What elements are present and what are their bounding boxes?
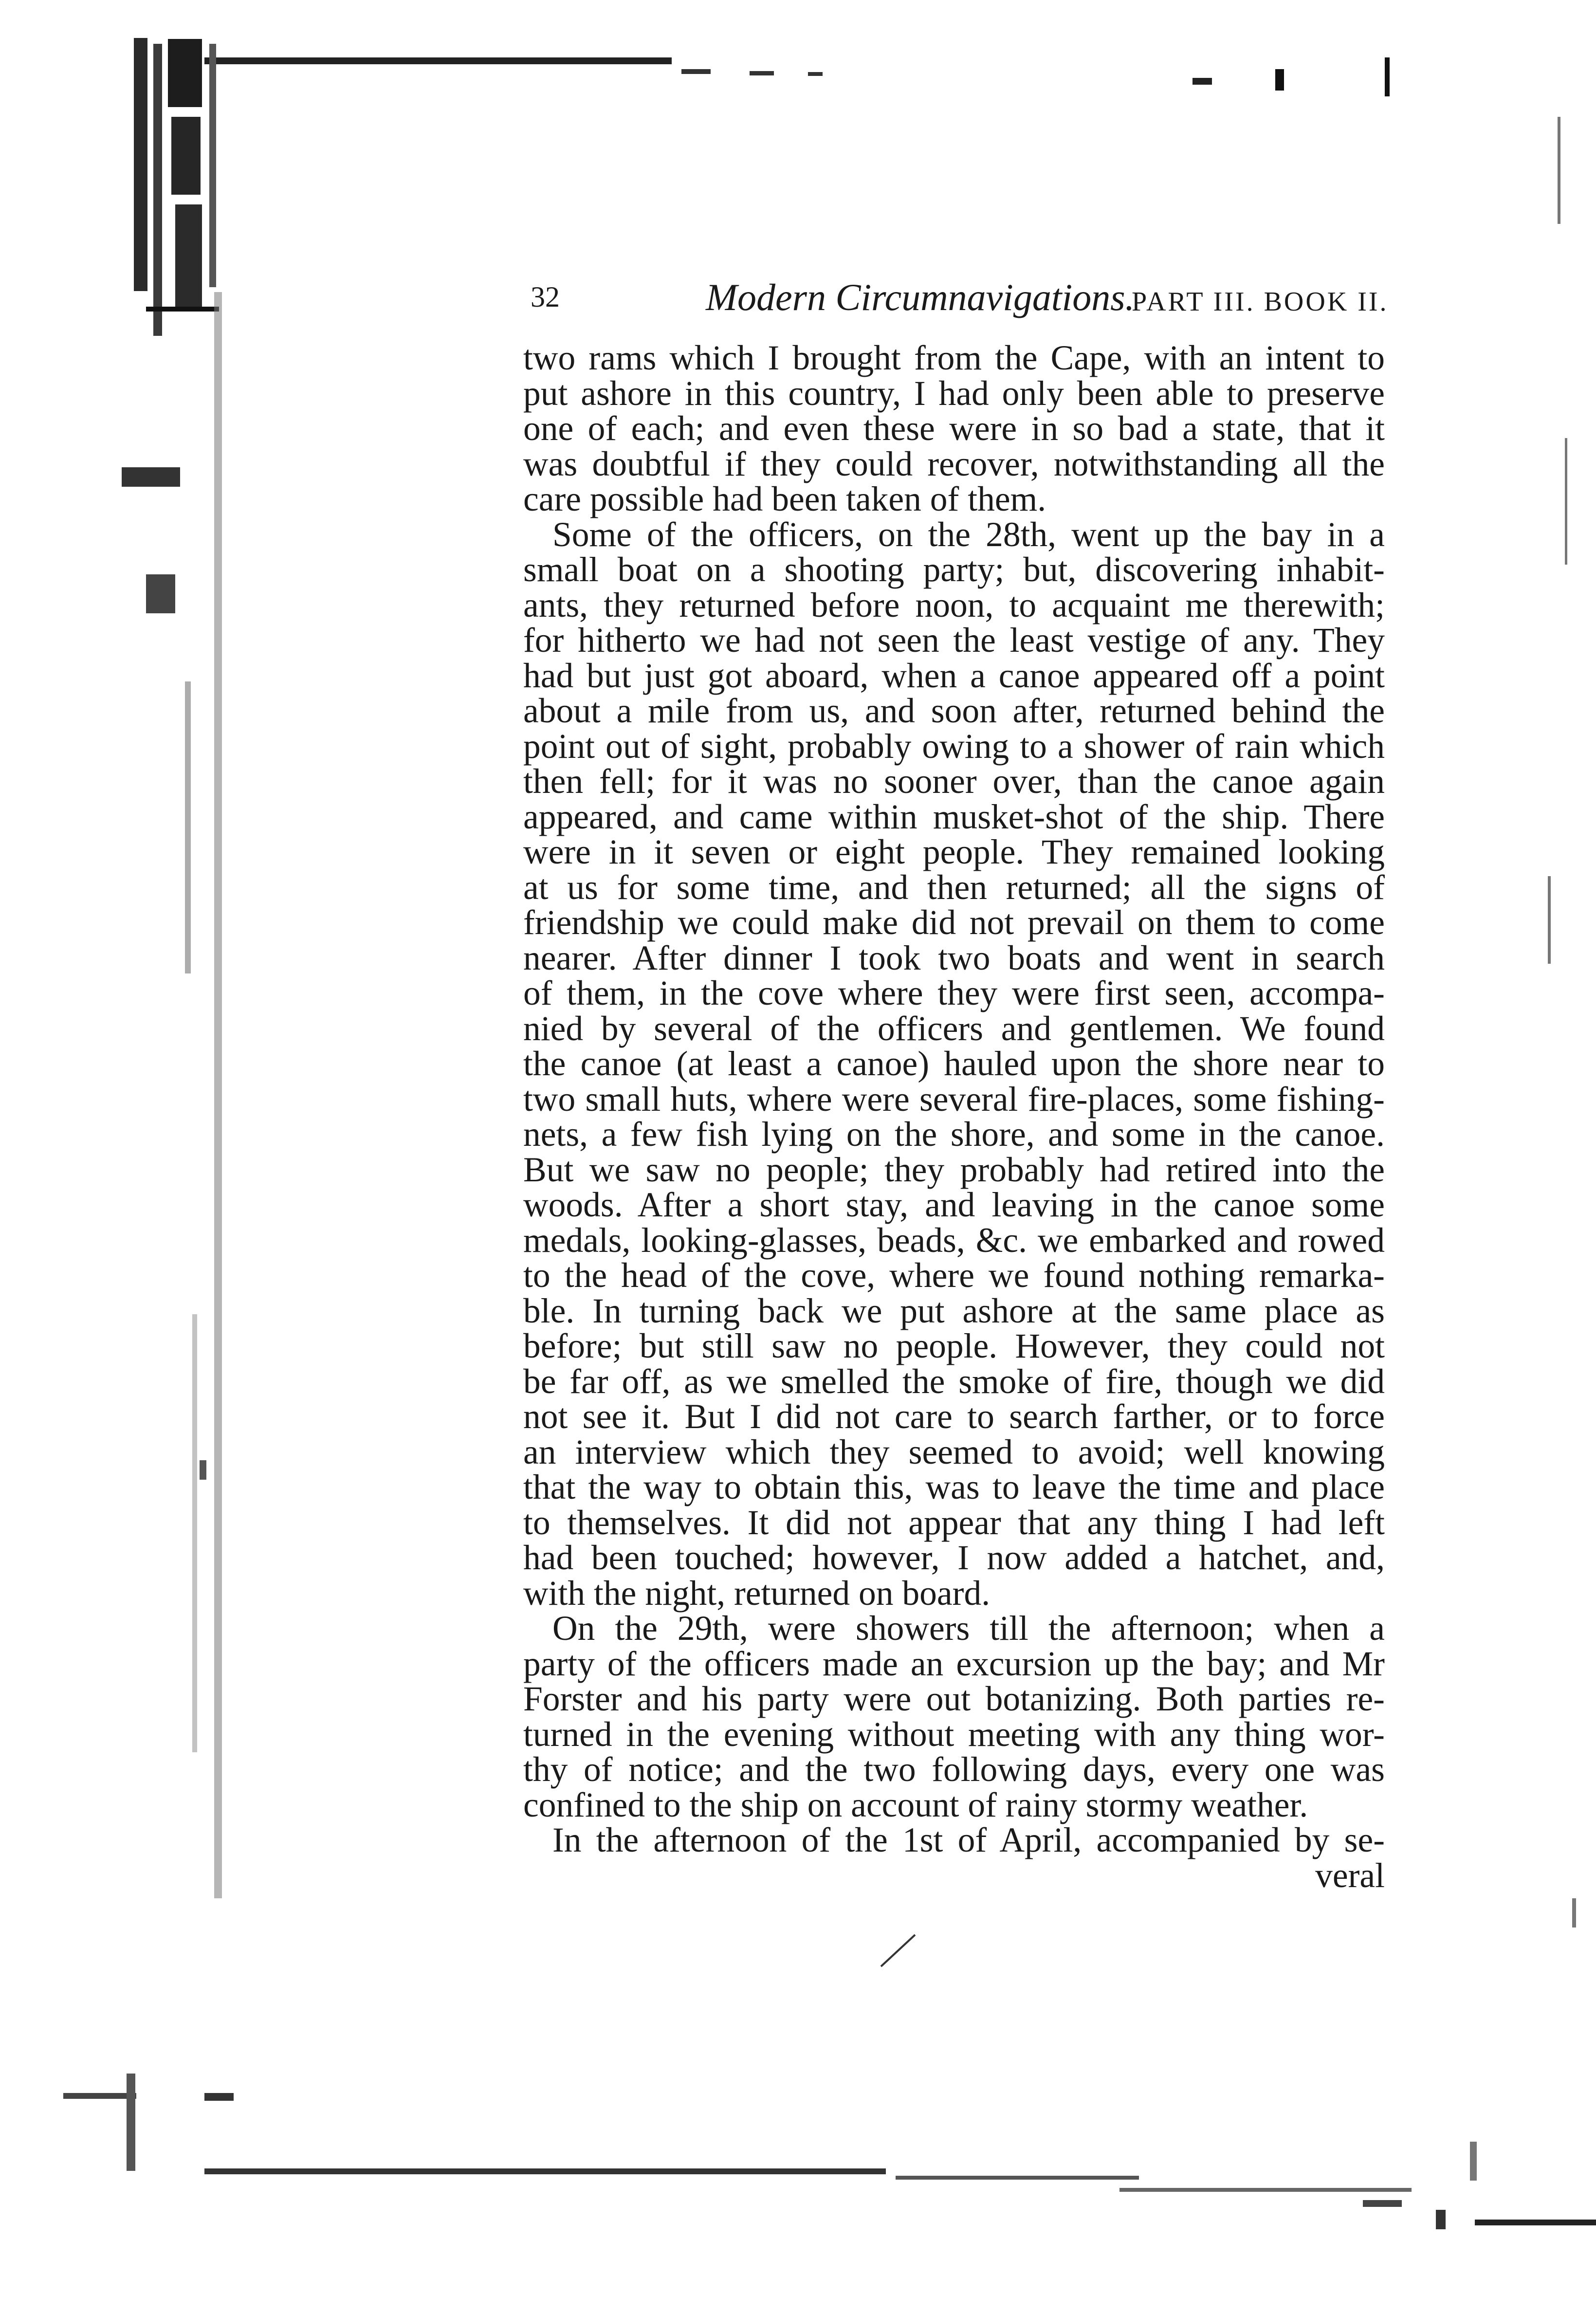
page-number: 32	[531, 281, 560, 313]
text-line: In the afternoon of the 1st of April, accompanied by se-	[552, 1821, 1385, 1859]
text-line: not see it. But I did not care to search farther, or to force	[523, 1397, 1385, 1436]
text-line: put ashore in this country, I had only been able to preserve	[523, 374, 1385, 413]
body-text	[523, 341, 1385, 1893]
bottom-edge-line	[204, 2168, 1596, 2229]
text-line: to the head of the cove, where we found nothing remarka-	[523, 1256, 1385, 1295]
text-line: that the way to obtain this, was to leave the time and place	[523, 1468, 1385, 1506]
text-line: turned in the evening without meeting with any thing wor-	[523, 1715, 1385, 1754]
running-title: Modern Circumnavigations.	[706, 276, 1135, 318]
text-line: was doubtful if they could recover, notwithstanding all the	[523, 444, 1385, 483]
text-line: thy of notice; and the two following days, every one was	[523, 1750, 1385, 1789]
text-line: ants, they returned before noon, to acquaint me therewith;	[523, 586, 1385, 624]
text-line: nets, a few fish lying on the shore, and some in the canoe.	[523, 1115, 1385, 1154]
text-line: about a mile from us, and soon after, returned behind the	[523, 692, 1385, 730]
text-line: Forster and his party were out botanizing. Both parties re-	[523, 1680, 1385, 1718]
text-line: friendship we could make did not prevail on them to come	[523, 903, 1385, 942]
text-line: two small huts, where were several fire-places, some fishing-	[523, 1080, 1385, 1119]
text-line: to themselves. It did not appear that any thing I had left	[523, 1503, 1385, 1542]
running-header	[526, 267, 1402, 325]
text-line: the canoe (at least a canoe) hauled upon the shore near to	[523, 1045, 1385, 1083]
text-line: at us for some time, and then returned; all the signs of	[523, 868, 1385, 907]
text-line: care possible had been taken of them.	[523, 480, 1046, 518]
text-line: On the 29th, were showers till the afternoon; when a	[552, 1609, 1385, 1648]
text-line: woods. After a short stay, and leaving in the canoe some	[523, 1186, 1385, 1224]
text-line: appeared, and came within musket-shot of the ship. There	[523, 797, 1385, 836]
text-line: small boat on a shooting party; but, discovering inhabit-	[523, 551, 1385, 589]
part-book-label: PART III. BOOK II.	[1132, 287, 1389, 317]
text-line: were in it seven or eight people. They remained looking	[523, 833, 1385, 871]
text-line: had been touched; however, I now added a hatchet, and,	[523, 1539, 1385, 1577]
text-line: But we saw no people; they probably had retired into the	[523, 1150, 1385, 1189]
text-line: an interview which they seemed to avoid; well knowing	[523, 1432, 1385, 1471]
text-line: with the night, returned on board.	[523, 1574, 991, 1613]
text-line: one of each; and even these were in so bad a state, that it	[523, 409, 1385, 448]
text-line: two rams which I brought from the Cape, with an intent to	[523, 339, 1385, 377]
text-line: nied by several of the officers and gentlemen. We found	[523, 1009, 1385, 1048]
text-line: nearer. After dinner I took two boats and went in search	[523, 938, 1385, 977]
text-line: Some of the officers, on the 28th, went up the bay in a	[552, 515, 1385, 554]
text-line: medals, looking-glasses, beads, &c. we embarked and rowed	[523, 1221, 1385, 1260]
catchword: veral	[1315, 1856, 1385, 1895]
text-line: ble. In turning back we put ashore at the same place as	[523, 1291, 1385, 1330]
text-line: before; but still saw no people. However, they could not	[523, 1327, 1385, 1365]
text-line: of them, in the cove where they were first seen, accompa-	[523, 974, 1385, 1012]
text-line: confined to the ship on account of rainy stormy weather.	[523, 1785, 1308, 1824]
text-line: then fell; for it was no sooner over, than the canoe again	[523, 762, 1385, 801]
gutter-shadow	[63, 38, 234, 2171]
text-line: for hitherto we had not seen the least vestige of any. They	[523, 621, 1385, 660]
pencil-mark	[881, 1935, 915, 1966]
right-edge-marks	[1470, 117, 1576, 2181]
text-line: had but just got aboard, when a canoe appeared off a point	[523, 656, 1385, 695]
text-line: point out of sight, probably owing to a shower of rain which	[523, 727, 1385, 766]
top-edge-line	[204, 57, 1390, 96]
text-line: be far off, as we smelled the smoke of fire, though we did	[523, 1362, 1385, 1401]
text-line: party of the officers made an excursion up the bay; and Mr	[523, 1644, 1385, 1683]
